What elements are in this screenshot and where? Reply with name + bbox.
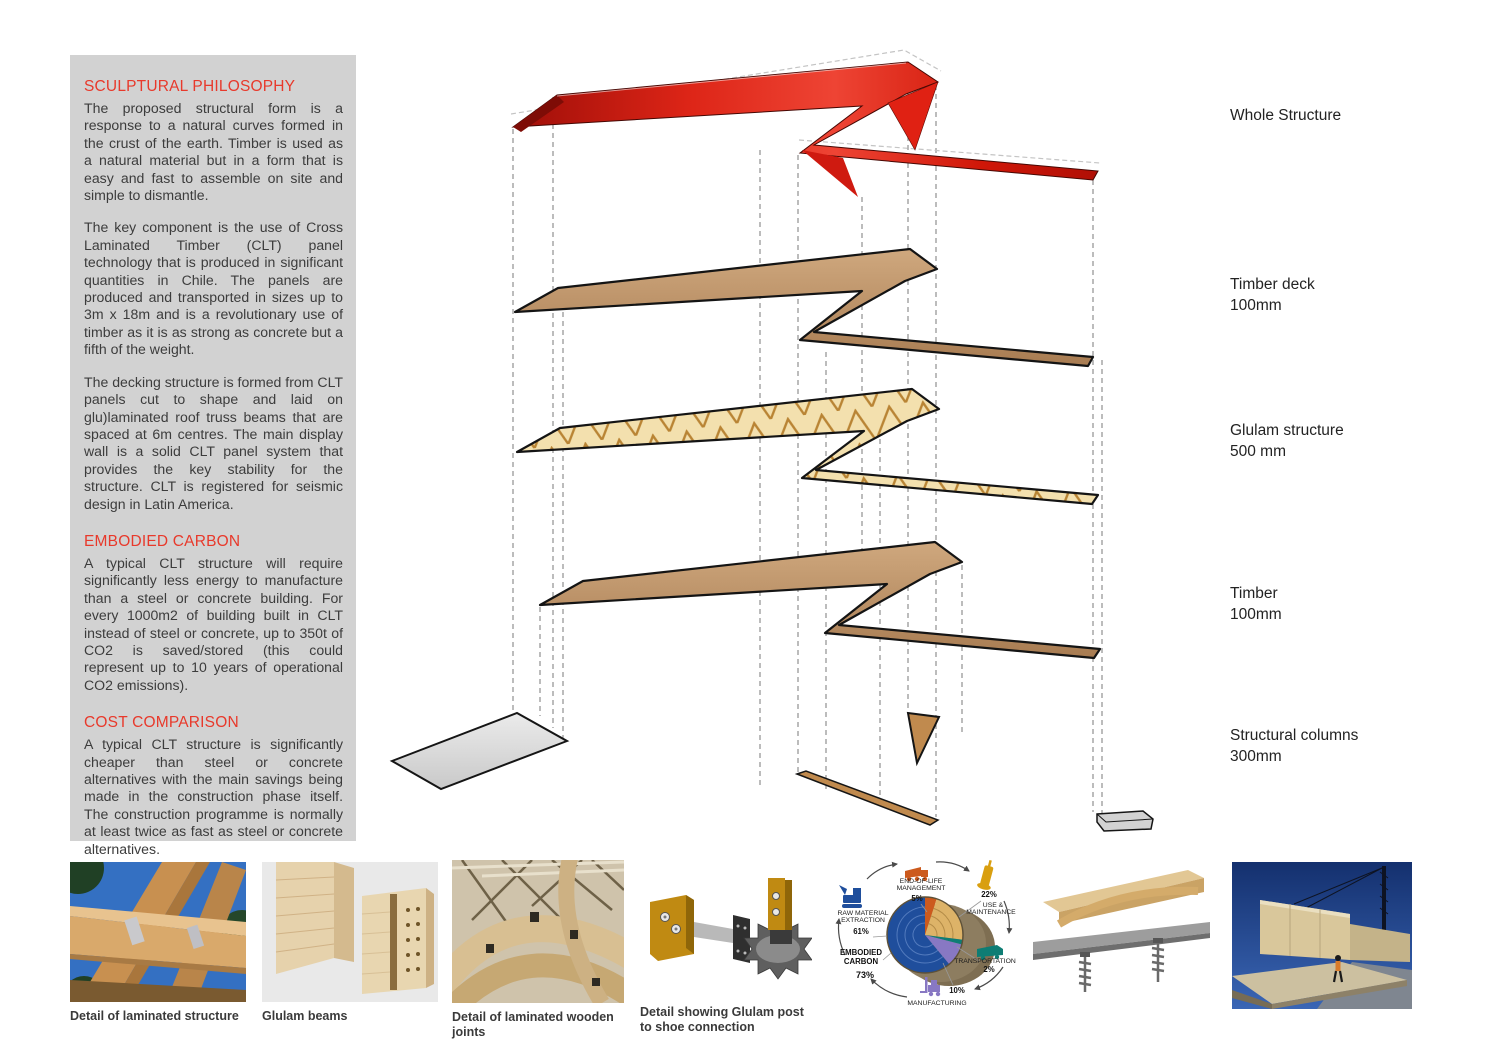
pie-label-use-maintenance: USE & — [982, 902, 1004, 909]
timber-deck-plate — [515, 249, 1093, 366]
label-glulam-structure: Glulam structure 500 mm — [1230, 422, 1344, 460]
label-whole-structure: Whole Structure — [1230, 107, 1342, 124]
paragraph: A typical CLT structure is significantly cheaper than steel or concrete alternatives with the main savings being made in the construction phase itself. The construction programme is normally at least twice as fast as steel or concrete alternatives. — [84, 736, 343, 857]
pie-label-transportation: TRANSPORTATION — [954, 958, 1016, 965]
section-heading-cost-comparison: COST COMPARISON — [84, 714, 239, 732]
render-post-shoe-connection — [640, 868, 816, 1035]
pie-value-raw-material: 61% — [853, 927, 869, 936]
embodied-carbon-pie — [833, 857, 1017, 1009]
beam-render-image — [1028, 862, 1215, 998]
pie-label-embodied-carbon: EMBODIED — [839, 948, 883, 957]
timber-plate — [540, 542, 1100, 658]
base-slab — [392, 713, 567, 789]
wooden-joints-image — [452, 860, 624, 1003]
paragraph: A typical CLT structure will require significantly less energy to manufacture than a steel or concrete building. For every 1000m2 of building built in CLT instead of steel or concrete, up to 350t of CO2 is saved/stored (this could represent up to 10 years of operational CO2 emissions). — [84, 554, 343, 693]
embodied-carbon-diagram — [833, 857, 1017, 1009]
caption: Detail of laminated structure — [70, 1009, 239, 1023]
caption: Detail showing Glulam post to shoe connection — [640, 1005, 804, 1034]
clt-installation-image — [1232, 862, 1412, 1009]
pie-value-embodied-carbon: 73% — [855, 970, 875, 980]
column-fragment-triangle — [908, 713, 939, 763]
glulam-truss — [480, 380, 1140, 520]
laminated-structure-image — [70, 862, 246, 1002]
paragraph: The key component is the use of Cross Laminated Timber (CLT) panel technology that is produced in significant quantities in Chile. The panels are produced and transported in sizes up to 3m x 18m and is a revolutionary use of timber as it is as strong as concrete but a fifth of the weight. — [84, 219, 343, 358]
photo-clt-installation — [1232, 862, 1412, 1009]
photo-laminated-structure — [70, 862, 246, 1024]
svg-text:EXTRACTION: EXTRACTION — [841, 917, 885, 924]
photo-glulam-beams — [262, 862, 438, 1024]
label-structural-columns: Structural columns 300mm — [1230, 727, 1359, 765]
pie-value-manufacturing: 10% — [949, 986, 965, 995]
svg-text:CARBON: CARBON — [843, 957, 879, 966]
paragraph: The proposed structural form is a response to a natural curves formed in the crust of the earth. Timber is used as a natural material but in a form that is easy and fast to assemble on site and simple to dismantle. — [84, 100, 343, 204]
label-timber: Timber 100mm — [1230, 585, 1282, 623]
caption: Detail of laminated wooden joints — [452, 1010, 614, 1039]
exploded-structure-diagram — [380, 48, 1180, 848]
sidebar — [70, 55, 356, 857]
column-fragment-strip — [797, 771, 938, 825]
roof-plate — [513, 62, 1098, 197]
pie-value-transportation: 2% — [983, 965, 995, 974]
section-heading-sculptural-philosophy: SCULPTURAL PHILOSOPHY — [84, 78, 296, 95]
pie-label-end-of-life: END-OF-LIFE — [899, 878, 943, 885]
glulam-beams-image — [262, 862, 438, 1002]
pie-slices — [887, 897, 963, 973]
paragraph: The decking structure is formed from CLT panels cut to shape and laid on glu)laminated roof truss beams that are spaced at 6m centres. The main display wall is a solid CLT panel system that provides the key stability for the structure. CLT is registered for seismic design in Latin America. — [84, 373, 343, 512]
label-timber-deck: Timber deck 100mm — [1230, 276, 1315, 314]
pie-label-manufacturing: MANUFACTURING — [907, 1000, 967, 1007]
caption: Glulam beams — [262, 1009, 348, 1023]
section-heading-embodied-carbon: EMBODIED CARBON — [84, 532, 241, 550]
render-beam-screw-piles — [1028, 862, 1215, 998]
pie-value-end-of-life: 5% — [911, 894, 923, 903]
pie-value-use-maintenance: 22% — [981, 890, 997, 899]
pie-label-raw-material: RAW MATERIAL — [837, 910, 889, 917]
post-shoe-image — [640, 868, 812, 998]
photo-wooden-joints — [452, 860, 624, 1040]
svg-text:MANAGEMENT: MANAGEMENT — [896, 885, 946, 892]
svg-text:MAINTENANCE: MAINTENANCE — [966, 909, 1016, 916]
